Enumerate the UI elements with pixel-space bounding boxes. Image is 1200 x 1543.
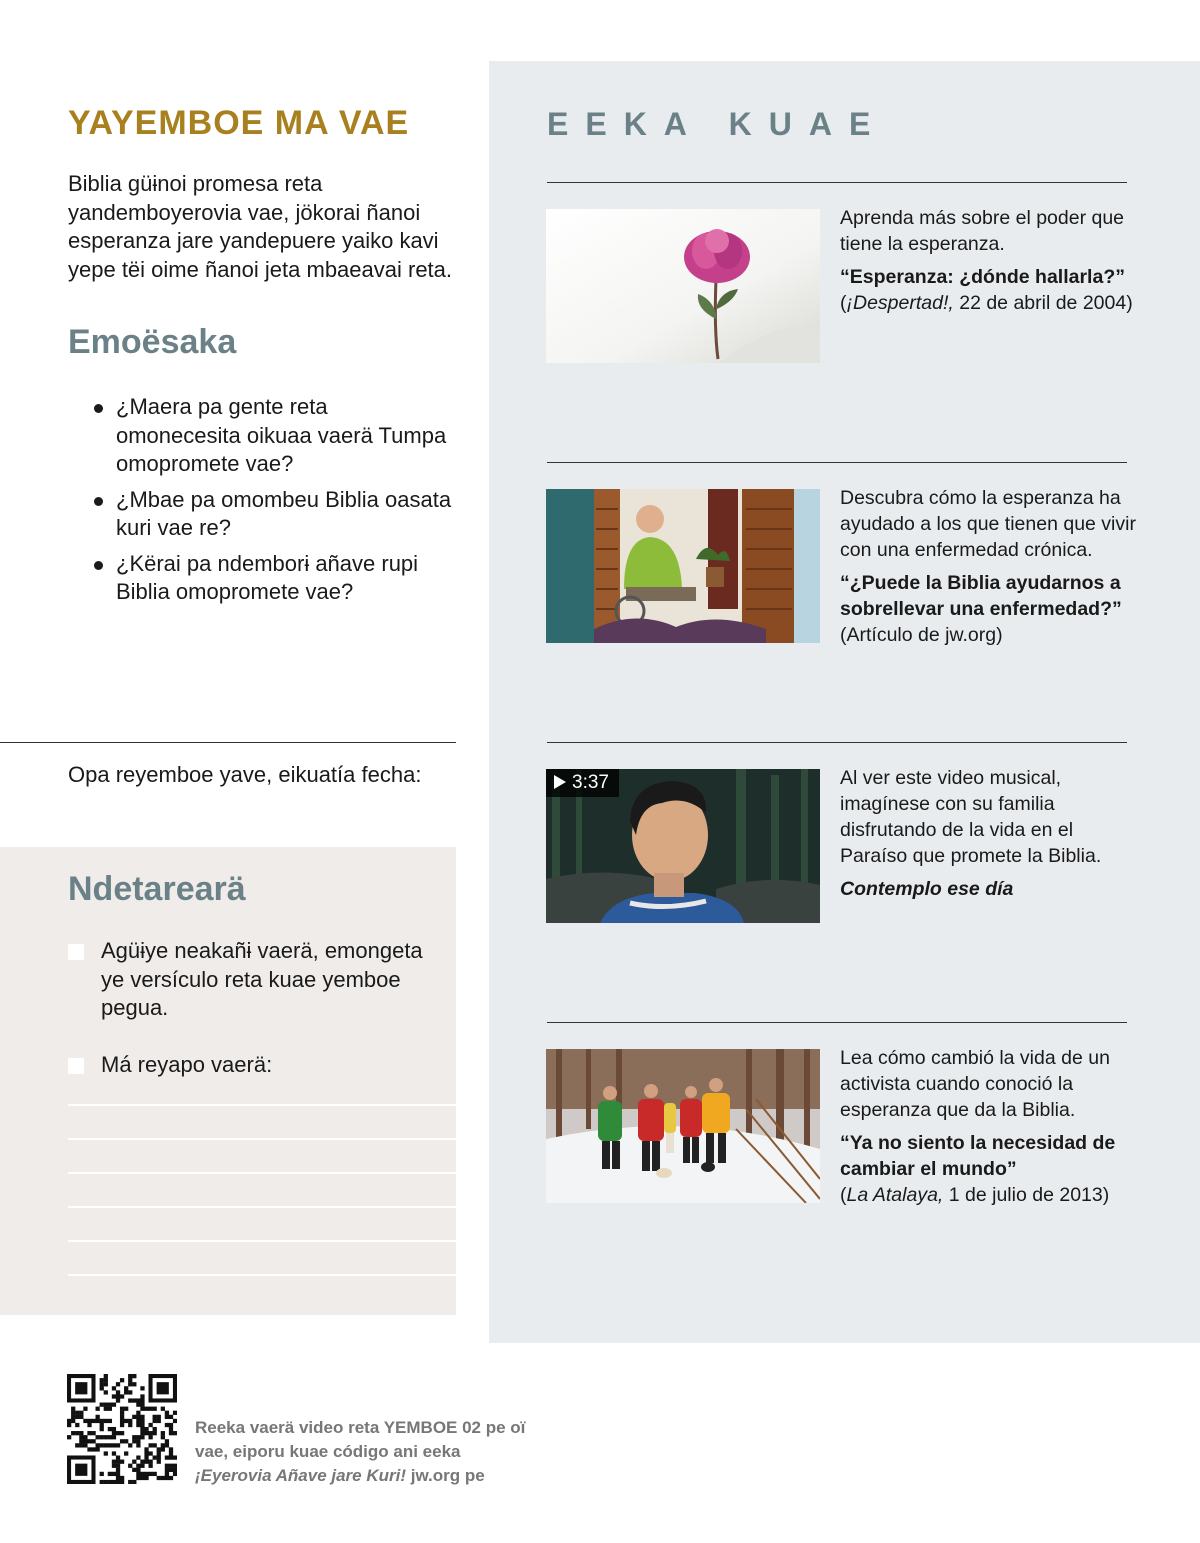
article-title[interactable]: “Ya no siento la necesidad de cambiar el mundo” — [840, 1132, 1116, 1180]
writing-line[interactable] — [68, 1240, 456, 1242]
divider — [547, 742, 1127, 743]
writing-line[interactable] — [68, 1172, 456, 1174]
video-thumbnail[interactable] — [546, 769, 820, 923]
question-text: ¿Mbae pa omombeu Biblia oasata kuri vae re? — [116, 486, 452, 540]
writing-line[interactable] — [68, 1138, 456, 1140]
checkbox[interactable] — [68, 944, 84, 960]
footer-note: Reeka vaerä video reta YEMBOE 02 pe oï vae, eiporu kuae código ani eeka ¡Eyerovia Añave jare Kuri! jw.org pe — [195, 1418, 526, 1485]
question-text: ¿Maera pa gente reta omonecesita oikuaa vaerä Tumpa omopromete vae? — [116, 394, 447, 476]
resource-description: Aprenda más sobre el poder que tiene la esperanza. — [840, 207, 1125, 255]
questions-list — [94, 393, 454, 614]
todo-item — [68, 937, 428, 1023]
resource-description: Descubra cómo la esperanza ha ayudado a los que tienen que vivir con una enfermedad crónica. — [840, 487, 1136, 561]
article-title[interactable]: “¿Puede la Biblia ayudarnos a sobrellevar una enfermedad?” — [840, 572, 1122, 620]
intro-paragraph: Biblia güɨnoi promesa reta yandemboyerovia vae, jökorai ñanoi esperanza jare yandepuere yaiko kavi yepe tëi oime ñanoi jeta mbaeavai reta. — [68, 171, 453, 282]
writing-line[interactable] — [68, 1104, 456, 1106]
todo-section — [0, 847, 456, 1315]
writing-line[interactable] — [68, 1206, 456, 1208]
window-man-image[interactable] — [546, 489, 820, 643]
bullet-icon — [94, 561, 103, 570]
resource-text — [840, 205, 1140, 316]
article-source: (La Atalaya, 1 de julio de 2013) — [840, 1184, 1110, 1206]
list-item — [94, 550, 454, 607]
checkbox[interactable] — [68, 1058, 84, 1074]
video-duration-badge: 3:37 — [546, 769, 619, 797]
play-icon — [554, 775, 566, 789]
resource-description: Al ver este video musical, imagínese con su familia disfrutando de la vida en el Paraíso que promete la Biblia. — [840, 767, 1102, 867]
resource-text — [840, 1045, 1140, 1208]
question-text: ¿Kërai pa ndemborɨ añave rupi Biblia omopromete vae? — [116, 550, 419, 604]
todo-heading: Ndetarearä — [68, 870, 246, 908]
flower-image[interactable] — [546, 209, 820, 363]
list-item — [94, 486, 454, 543]
list-item — [94, 393, 454, 479]
todo-text: Agüɨye neakañɨ vaerä, emongeta ye versículo reta kuae yemboe pegua. — [101, 938, 423, 1020]
questions-heading: Emoësaka — [68, 323, 237, 361]
divider — [547, 1022, 1127, 1023]
resources-title: EEKA KUAE — [547, 106, 888, 142]
writing-line[interactable] — [68, 1274, 456, 1276]
todo-item — [68, 1051, 428, 1080]
resource-text — [840, 765, 1140, 902]
divider — [547, 182, 1127, 183]
resource-text — [840, 485, 1140, 648]
bullet-icon — [94, 497, 103, 506]
snow-walk-image[interactable] — [546, 1049, 820, 1203]
article-source: (¡Despertad!, 22 de abril de 2004) — [840, 292, 1133, 314]
todo-text: Má reyapo vaerä: — [101, 1052, 273, 1077]
article-source: (Artículo de jw.org) — [840, 624, 1003, 646]
divider — [0, 742, 456, 743]
date-label: Opa reyemboe yave, eikuatía fecha: — [68, 762, 422, 787]
resource-description: Lea cómo cambió la vida de un activista cuando conoció la esperanza que da la Biblia. — [840, 1047, 1110, 1121]
lesson-title: YAYEMBOE MA VAE — [68, 104, 410, 142]
bullet-icon — [94, 404, 103, 413]
video-title[interactable]: Contemplo ese día — [840, 878, 1014, 900]
article-title[interactable]: “Esperanza: ¿dónde hallarla?” — [840, 266, 1125, 288]
qr-code-icon[interactable] — [67, 1374, 177, 1484]
divider — [547, 462, 1127, 463]
